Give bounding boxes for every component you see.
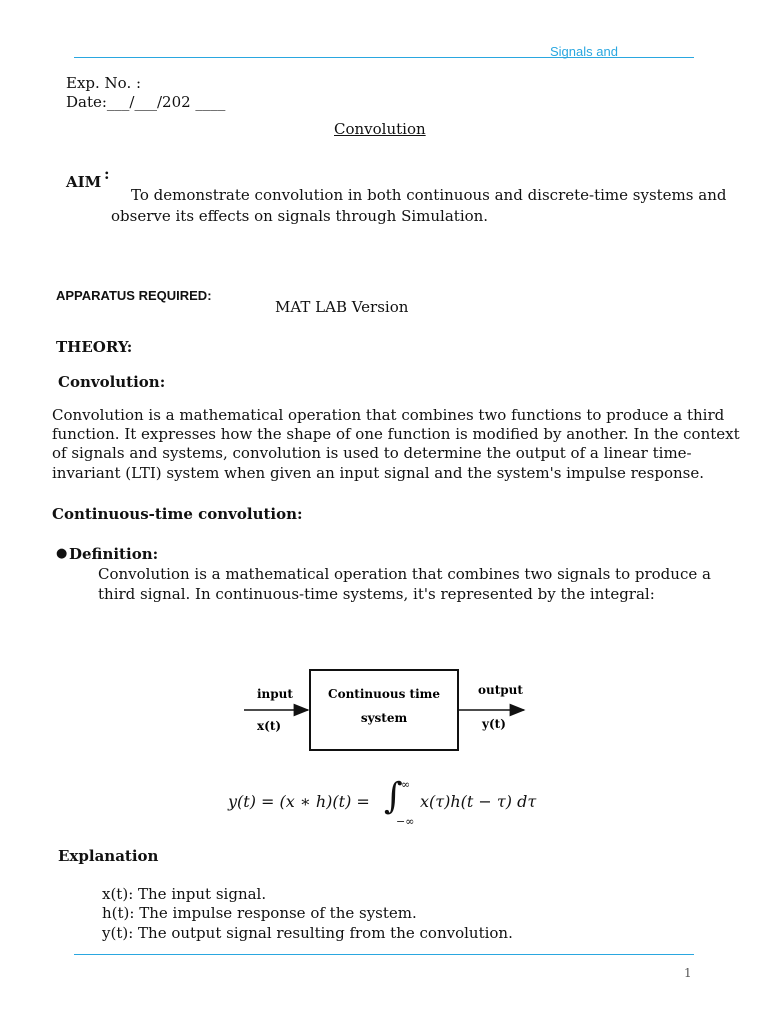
intro-line2: function. It expresses how the shape of one function is modified by another. In the context — [52, 425, 740, 443]
integral-lower-limit: −∞ — [396, 815, 415, 828]
continuous-heading: Continuous-time convolution: — [52, 505, 303, 523]
integral-upper-limit: ∞ — [401, 778, 411, 791]
apparatus-value: MAT LAB Version — [275, 298, 409, 316]
intro-line3: of signals and systems, convolution is used to determine the output of a linear time- — [52, 444, 692, 462]
aim-colon: : — [104, 165, 110, 183]
page-number: 1 — [684, 966, 692, 980]
theory-label: THEORY: — [56, 338, 133, 356]
explanation-item-1: x(t): The input signal. — [102, 885, 267, 903]
date-line: Date:___/___/202 ____ — [66, 93, 226, 111]
definition-line1: Convolution is a mathematical operation that combines two signals to produce a — [98, 565, 711, 583]
system-box-line2: system — [360, 711, 408, 725]
output-label: output — [478, 683, 523, 697]
aim-label: AIM — [66, 173, 102, 191]
apparatus-label: APPARATUS REQUIRED: — [56, 288, 212, 303]
page-title: Convolution — [334, 120, 426, 138]
exp-no: Exp. No. : — [66, 74, 142, 92]
intro-line4: invariant (LTI) system when given an input signal and the system's impulse response. — [52, 464, 704, 482]
header-title: Signals and — [550, 44, 618, 59]
system-box — [310, 670, 458, 750]
integral-sign: ∫ — [384, 776, 403, 817]
output-signal: y(t) — [482, 717, 506, 731]
convolution-subheading: Convolution: — [58, 373, 166, 391]
footer-rule — [74, 954, 694, 955]
system-block-diagram — [240, 660, 530, 760]
definition-label: Definition: — [69, 545, 159, 563]
aim-text-line2: observe its effects on signals through Simulation. — [111, 207, 489, 225]
aim-text-line1: To demonstrate convolution in both continuous and discrete-time systems and — [131, 186, 727, 204]
explanation-item-2: h(t): The impulse response of the system. — [102, 904, 417, 922]
equation-integrand: x(τ)h(t − τ) dτ — [420, 792, 537, 811]
system-box-line1: Continuous time — [328, 687, 440, 701]
explanation-item-3: y(t): The output signal resulting from the convolution. — [102, 924, 513, 942]
input-signal: x(t) — [257, 719, 282, 733]
definition-line2: third signal. In continuous-time systems, it's represented by the integral: — [98, 585, 655, 603]
input-label: input — [257, 687, 293, 701]
intro-line1: Convolution is a mathematical operation that combines two functions to produce a third — [52, 406, 725, 424]
bullet-icon: ● — [56, 546, 68, 561]
explanation-heading: Explanation — [58, 847, 159, 865]
equation-lhs: y(t) = (x ∗ h)(t) = — [228, 792, 370, 811]
